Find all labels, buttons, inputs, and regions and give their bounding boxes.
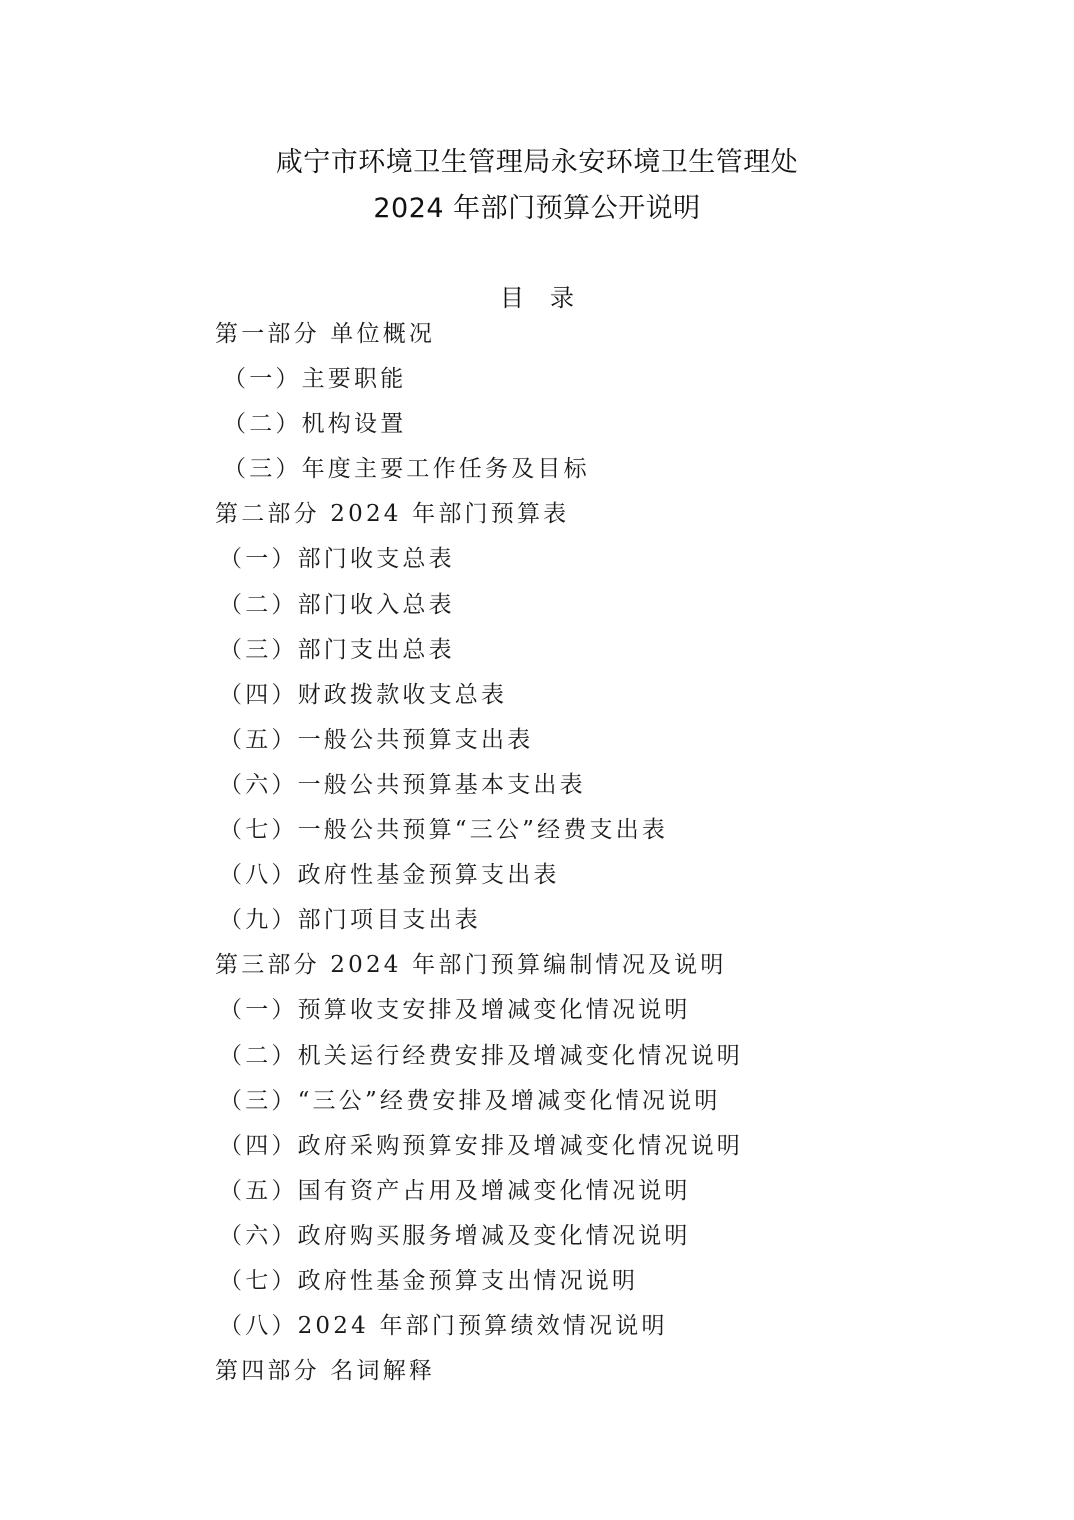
toc-item: （九）部门项目支出表	[219, 907, 481, 934]
toc-item: （六）一般公共预算基本支出表	[219, 771, 586, 798]
toc-item: （一）主要职能	[223, 366, 407, 393]
toc-item: 第一部分 单位概况	[215, 321, 436, 347]
toc-item: （六）政府购买服务增减及变化情况说明	[219, 1222, 691, 1249]
toc-item: （八）2024 年部门预算绩效情况说明	[219, 1313, 668, 1340]
document-title-line1: 咸宁市环境卫生管理局永安环境卫生管理处	[275, 147, 799, 178]
toc-item: （三）“三公”经费安排及增减变化情况说明	[219, 1087, 721, 1114]
toc-item: （三）年度主要工作任务及目标	[223, 456, 590, 483]
toc-item: （四）财政拨款收支总表	[219, 681, 508, 708]
toc-item: （二）机关运行经费安排及增减变化情况说明	[219, 1042, 743, 1069]
toc-item: 第二部分 2024 年部门预算表	[215, 501, 570, 528]
toc-item: （五）国有资产占用及增减变化情况说明	[219, 1177, 691, 1204]
toc-item: （五）一般公共预算支出表	[219, 726, 534, 753]
toc-item: （一）预算收支安排及增减变化情况说明	[219, 997, 691, 1024]
toc-item: （七）政府性基金预算支出情况说明	[219, 1267, 639, 1294]
toc-item: （八）政府性基金预算支出表	[219, 862, 560, 889]
toc-item: 第四部分 名词解释	[215, 1358, 436, 1385]
toc-item: （二）机构设置	[223, 411, 407, 438]
toc-heading: 目录	[500, 284, 600, 312]
document-title-line2: 2024 年部门预算公开说明	[373, 193, 701, 224]
toc-item: 第三部分 2024 年部门预算编制情况及说明	[215, 952, 727, 979]
table-of-contents	[215, 318, 975, 1400]
toc-item: （四）政府采购预算安排及增减变化情况说明	[219, 1132, 743, 1159]
toc-item: （一）部门收支总表	[219, 546, 455, 573]
toc-item: （二）部门收入总表	[219, 591, 455, 618]
toc-item: （三）部门支出总表	[219, 636, 455, 663]
toc-item: （七）一般公共预算“三公”经费支出表	[219, 817, 669, 844]
